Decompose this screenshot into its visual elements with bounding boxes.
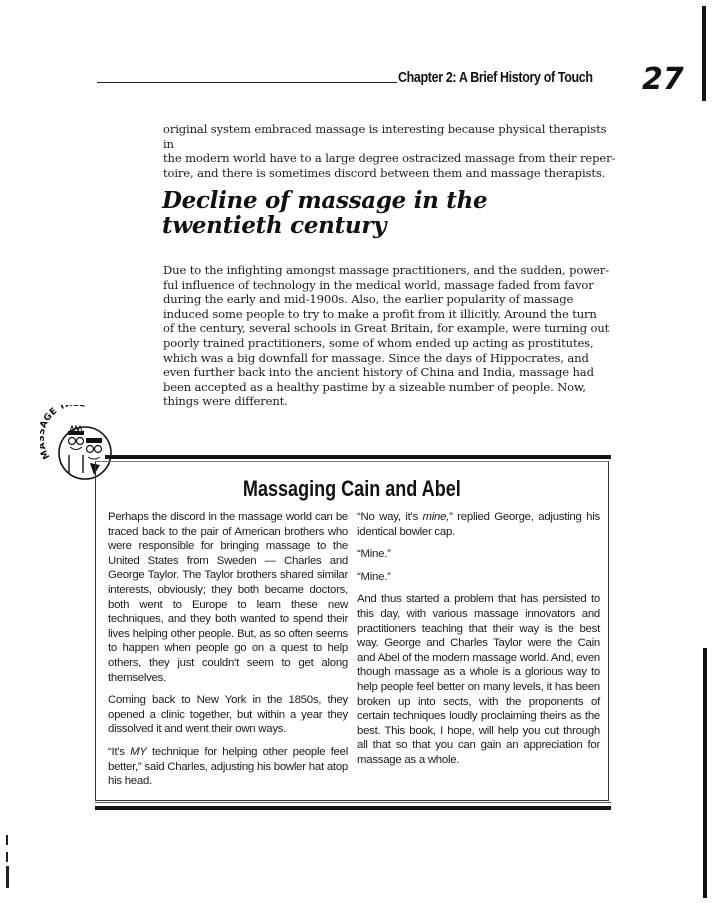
sidebar-bottom-rule [95,806,611,810]
text-line: been accepted as a healthy pastime by a sizeable number of people. Now, [163,379,586,394]
section-heading [162,188,487,238]
quote-text: “It's [108,745,131,758]
sidebar-paragraph [357,510,600,539]
quote-text: ” replied George, adjusting his identical bowler cap. [357,511,600,538]
sidebar-top-rule [105,455,611,459]
text-line: things were different. [163,394,288,409]
icon-label: M GE T [40,405,67,461]
text-line: even further back into the ancient history of China and India, massage had [163,365,594,380]
sidebar-title [95,476,609,502]
sidebar-title-text: Massaging Cain and Abel [243,476,461,501]
sidebar-paragraph: Perhaps the discord in the massage world can be traced back to the pair of American brothers who were responsible for bringing massage to the United States from Sweden — Charles and George Taylor. The Taylor brothers shared similar interests, obviously; they both became doctors, both went to Europe to learn these new techniques, and they both wanted to spend their lives helping other people. But, as so often seems to happen when people go on a quest to help others, they just couldn't seem to get along themselves. [108,511,348,684]
page-number: 27 [642,62,684,97]
emphasis-text: MY [130,745,147,758]
header-rule [97,82,397,83]
sidebar-paragraph: And thus started a problem that has persisted to this day, with various massage innovators and practitioners teaching that their way is the best way. George and Charles Taylor were the Cain and Abel of the modern massage world. And, even though massage as a whole is a glorious way to help people feel better on many levels, it has been broken up into sects, with the proponents of certain techniques loudly proclaiming theirs as the best. This book, I hope, will help you cut through all that so that you can gain an appreciation for massage as a whole. [357,593,600,766]
text-line: during the early and mid-1900s. Also, the earlier popularity of massage [163,292,574,307]
text-line: poorly trained practitioners, some of whom ended up acting as prostitutes, [163,335,594,350]
text-line: toire, and there is sometimes discord between them and massage therapists. [163,165,606,180]
intro-paragraph [163,122,619,180]
text-line: original system embraced massage is interesting because physical therapists in [163,122,607,151]
emphasis-text: mine, [422,511,450,523]
text-line: of the century, several schools in Great Britain, for example, were turning out [163,321,610,336]
scan-edge-mark [6,866,9,888]
text-line: the modern world have to a large degree ostracized massage from their reper- [163,151,616,166]
sidebar-paragraph: “Mine.” [357,570,391,583]
text-line: ful influence of technology in the medical world, massage faded from favor [163,277,594,292]
text-line: which was a big downfall for massage. Since the days of Hippocrates, and [163,350,589,365]
quote-text: technique for helping other people feel better,” said Charles, adjusting his bowler hat atop his head. [108,745,348,788]
text-line: Due to the infighting amongst massage practitioners, and the sudden, power- [163,263,609,277]
scan-edge-mark [6,835,8,845]
sidebar-paragraph: Coming back to New York in the 1850s, they opened a clinic together, but within a year they dissolved it and went their own ways. [108,694,348,736]
section-paragraph [163,263,619,409]
scan-edge-mark [702,6,706,101]
sidebar-bottom-thin-rule [95,802,611,803]
sidebar-paragraph [108,745,348,789]
section-heading-line: twentieth century [162,212,387,239]
sidebar-left-column [108,510,348,797]
scan-edge-mark [6,852,8,862]
text-line: induced some people to try to make a profit from it illicitly. Around the turn [163,306,597,321]
sidebar-right-column [357,510,600,776]
section-heading-line: Decline of massage in the [162,187,488,214]
running-header-chapter-title: Chapter 2: A Brief History of Touch [398,70,593,86]
sidebar-paragraph: “Mine.” [357,548,391,561]
quote-text: “No way, it's [357,511,423,523]
scan-edge-mark [703,648,707,898]
